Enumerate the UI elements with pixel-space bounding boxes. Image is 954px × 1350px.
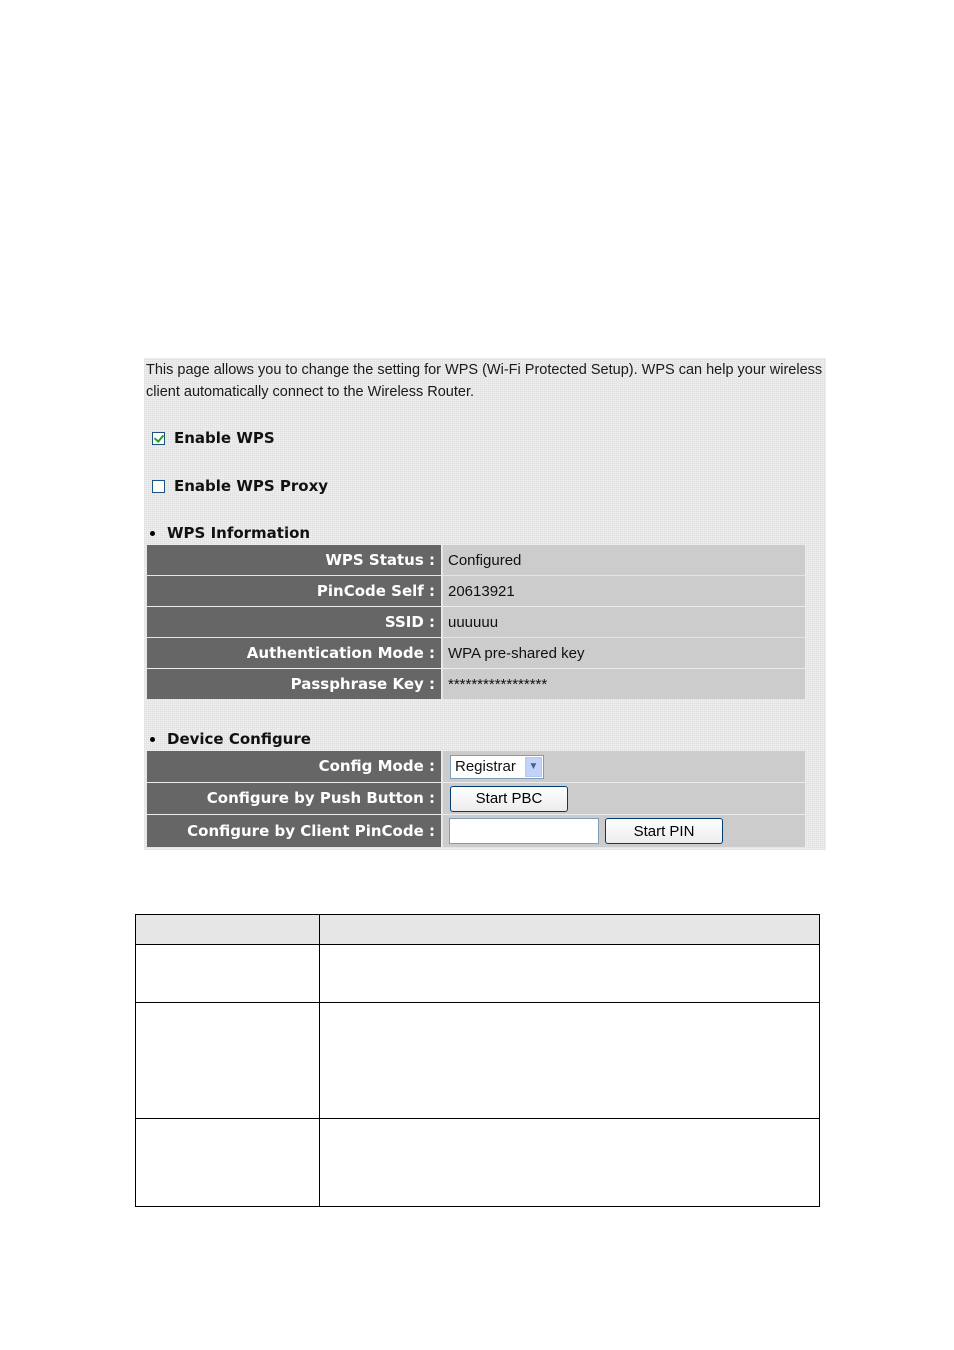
enable-wps-proxy-row[interactable] bbox=[152, 477, 328, 495]
bullet-icon bbox=[150, 737, 155, 742]
table-row bbox=[136, 945, 820, 1003]
pincode-self-label: PinCode Self : bbox=[147, 576, 441, 606]
enable-wps-proxy-label[interactable]: Enable WPS Proxy bbox=[174, 477, 329, 495]
start-pin-button[interactable]: Start PIN bbox=[605, 818, 723, 844]
table-cell bbox=[320, 1003, 820, 1119]
table-row bbox=[147, 607, 807, 637]
device-configure-table bbox=[147, 751, 807, 848]
table-cell bbox=[136, 1119, 320, 1207]
table-row bbox=[147, 576, 807, 606]
config-mode-selected: Registrar bbox=[455, 758, 516, 775]
config-mode-select[interactable] bbox=[450, 755, 544, 779]
ssid-label: SSID : bbox=[147, 607, 441, 637]
client-pincode-input[interactable] bbox=[449, 818, 599, 844]
table-row bbox=[136, 1003, 820, 1119]
enable-wps-proxy-checkbox[interactable] bbox=[152, 480, 165, 493]
intro-text: This page allows you to change the setting for WPS (Wi-Fi Protected Setup). WPS can help your wireless client automatically connect to the Wireless Router. bbox=[146, 362, 823, 400]
config-mode-label: Config Mode : bbox=[147, 751, 441, 782]
table-row bbox=[147, 638, 807, 668]
pincode-self-value: 20613921 bbox=[443, 576, 805, 606]
push-button-label: Configure by Push Button : bbox=[147, 783, 441, 814]
start-pbc-button[interactable]: Start PBC bbox=[450, 786, 568, 812]
table-row bbox=[147, 669, 807, 699]
table-row bbox=[147, 815, 807, 847]
wps-information-table bbox=[147, 545, 807, 700]
wps-information-heading bbox=[150, 524, 310, 542]
passphrase-key-label: Passphrase Key : bbox=[147, 669, 441, 699]
push-button-cell bbox=[443, 783, 805, 814]
table-header-row bbox=[136, 915, 820, 945]
client-pincode-label: Configure by Client PinCode : bbox=[147, 815, 441, 847]
enable-wps-checkbox[interactable] bbox=[152, 432, 165, 445]
wps-status-label: WPS Status : bbox=[147, 545, 441, 575]
wps-settings-panel bbox=[144, 358, 826, 850]
ssid-value: uuuuuu bbox=[443, 607, 805, 637]
table-row bbox=[147, 545, 807, 575]
description-table bbox=[135, 914, 820, 1207]
table-row bbox=[147, 783, 807, 814]
client-pincode-cell bbox=[443, 815, 805, 847]
table-cell bbox=[320, 945, 820, 1003]
chevron-down-icon[interactable]: ▼ bbox=[525, 757, 542, 777]
header-cell bbox=[136, 915, 320, 945]
section-title: Device Configure bbox=[167, 730, 311, 748]
enable-wps-row[interactable] bbox=[152, 429, 275, 447]
table-cell bbox=[136, 945, 320, 1003]
section-title: WPS Information bbox=[167, 524, 311, 542]
table-row bbox=[136, 1119, 820, 1207]
device-configure-heading bbox=[150, 730, 311, 748]
header-cell bbox=[320, 915, 820, 945]
table-row bbox=[147, 751, 807, 782]
config-mode-cell bbox=[443, 751, 805, 782]
authentication-mode-value: WPA pre-shared key bbox=[443, 638, 805, 668]
bullet-icon bbox=[150, 531, 155, 536]
table-cell bbox=[320, 1119, 820, 1207]
table-cell bbox=[136, 1003, 320, 1119]
enable-wps-label[interactable]: Enable WPS bbox=[174, 429, 275, 447]
wps-status-value: Configured bbox=[443, 545, 805, 575]
passphrase-key-value: ***************** bbox=[443, 669, 805, 699]
authentication-mode-label: Authentication Mode : bbox=[147, 638, 441, 668]
